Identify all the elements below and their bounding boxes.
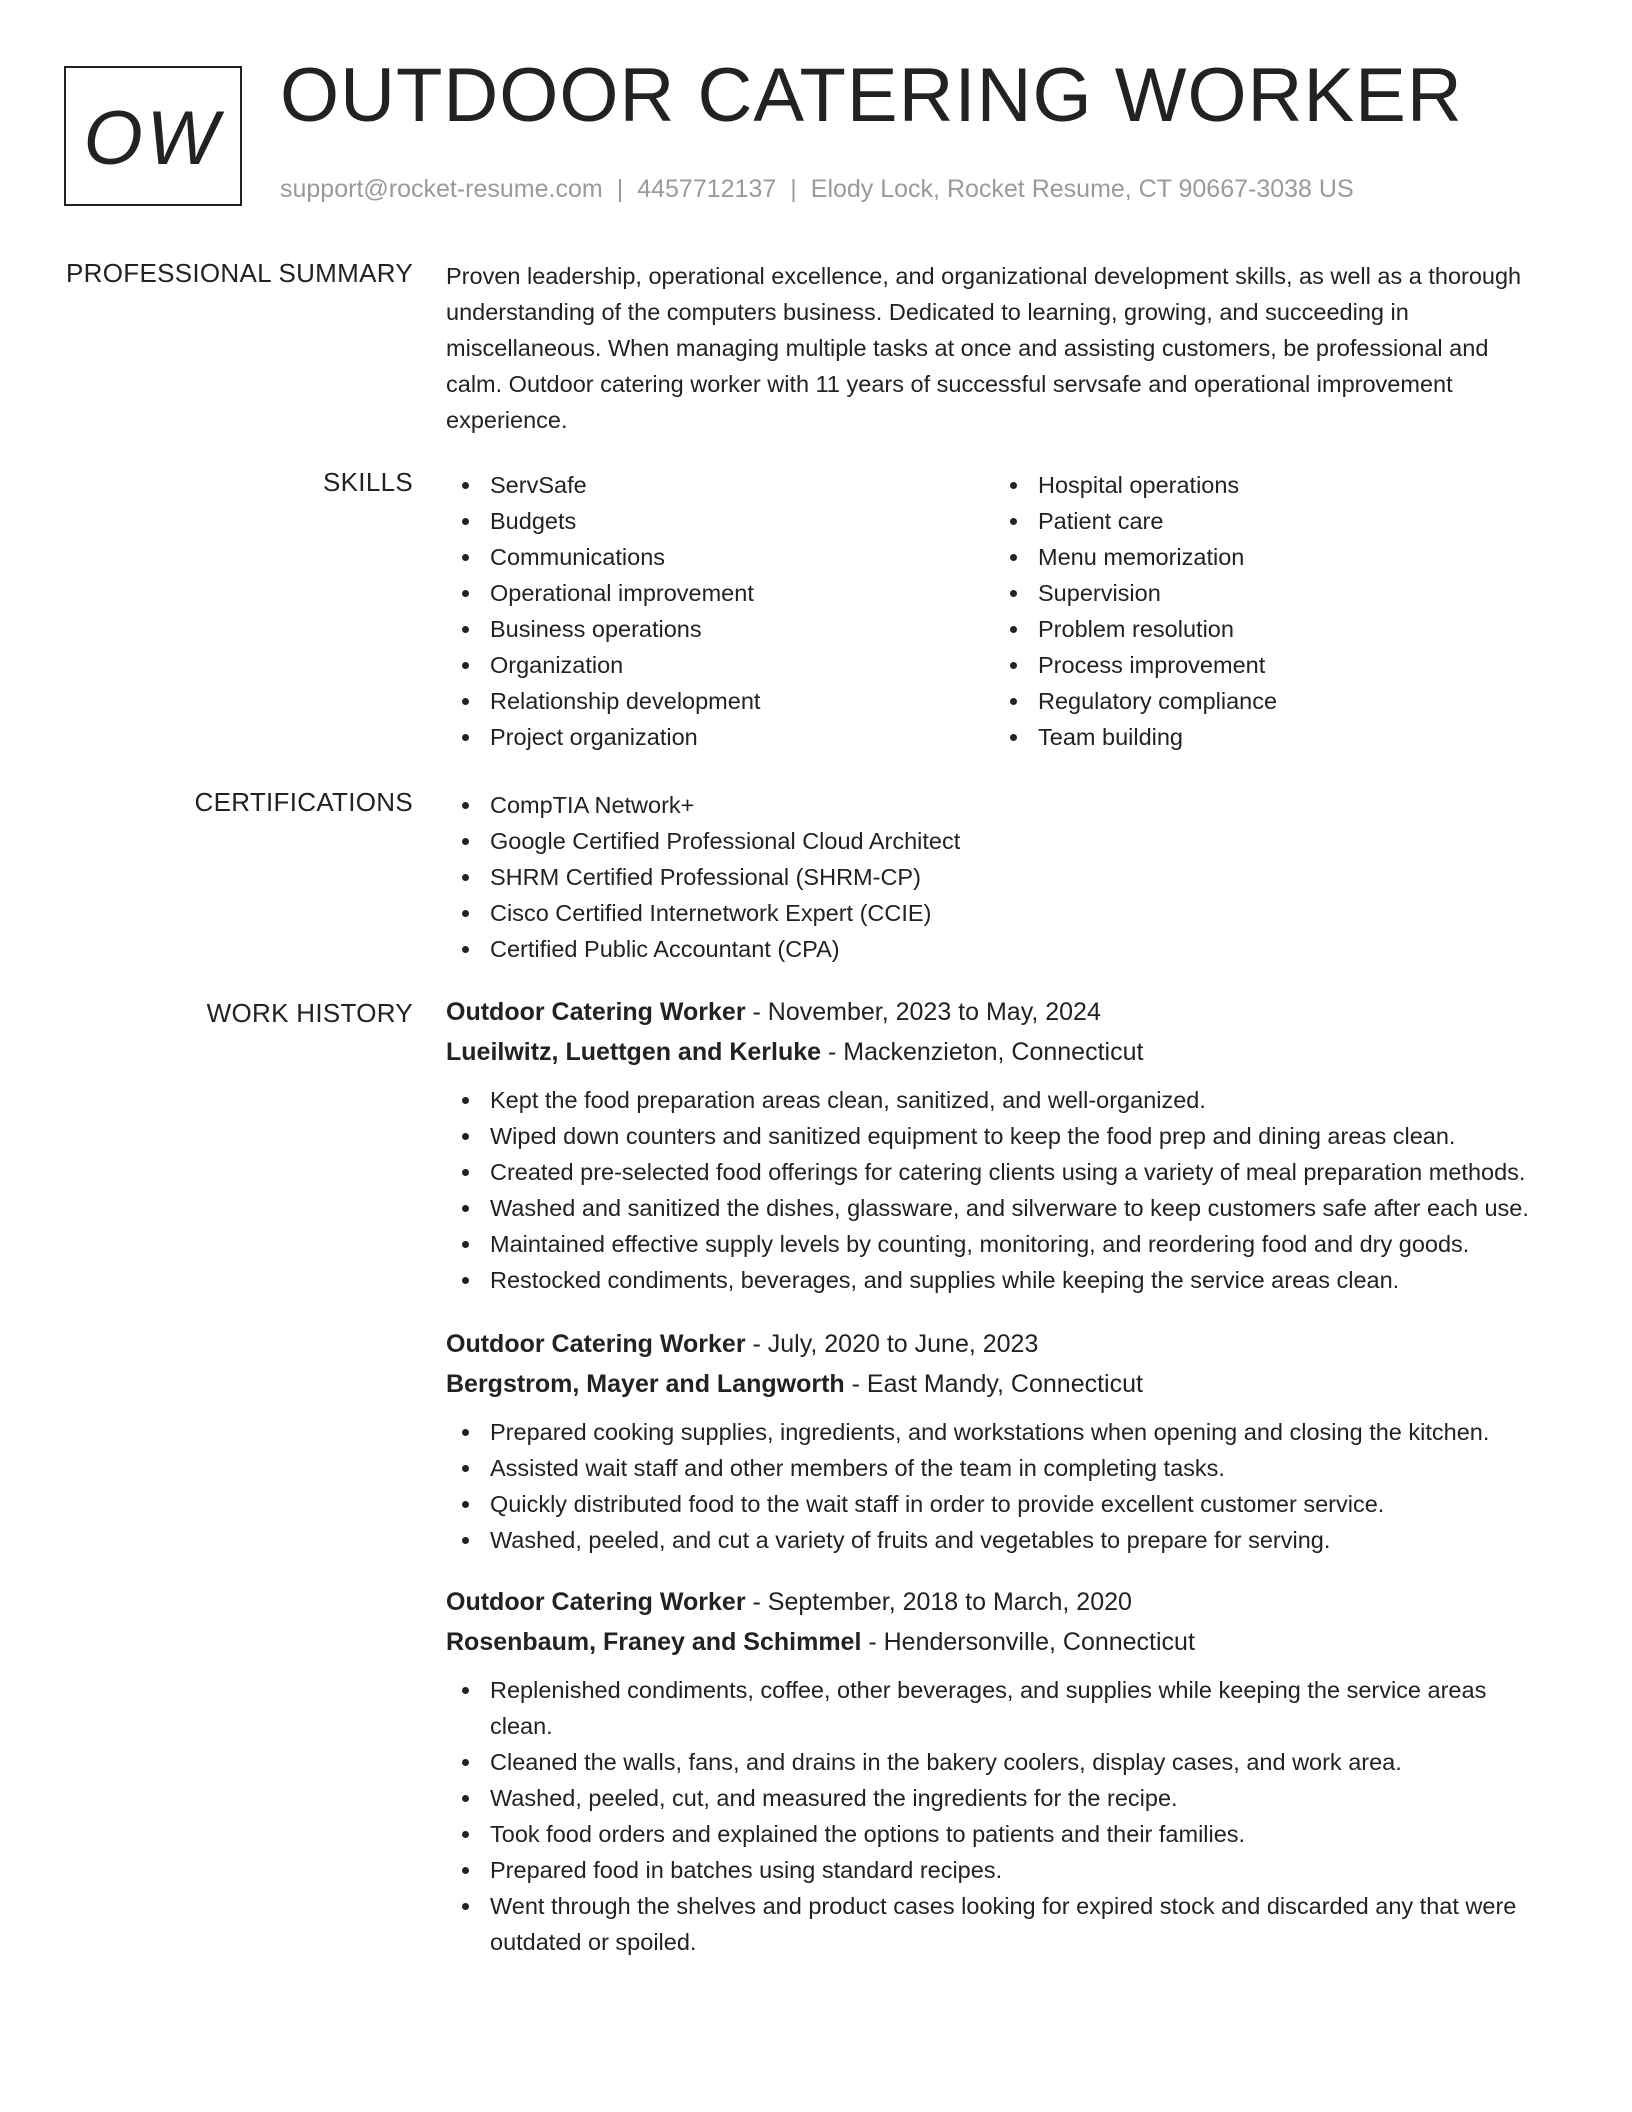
certification-item: Cisco Certified Internetwork Expert (CCIE) [446,895,1546,931]
job-bullet: Cleaned the walls, fans, and drains in the bakery coolers, display cases, and work area. [446,1744,1546,1780]
certification-item: CompTIA Network+ [446,787,1546,823]
skill-item: ServSafe [446,467,994,503]
job-title-line [446,1324,1546,1364]
skill-item: Business operations [446,611,994,647]
skill-item: Relationship development [446,683,994,719]
skill-item: Hospital operations [994,467,1542,503]
contact-separator: | [790,175,797,203]
contact-phone: 4457712137 [637,175,777,203]
job-company: Rosenbaum, Franey and Schimmel [446,1628,862,1656]
skill-item: Process improvement [994,647,1542,683]
contact-address: Elody Lock, Rocket Resume, CT 90667-3038 US [810,175,1354,203]
monogram-text: OW [83,95,223,181]
job-bullet: Wiped down counters and sanitized equipment to keep the food prep and dining areas clean. [446,1118,1546,1154]
certification-item: Google Certified Professional Cloud Architect [446,823,1546,859]
skills-body [446,467,1546,755]
certifications-list [446,787,1546,967]
job-location: - Hendersonville, Connecticut [861,1628,1195,1656]
job-location: - East Mandy, Connecticut [844,1370,1143,1398]
certification-item: Certified Public Accountant (CPA) [446,931,1546,967]
job-bullet: Washed, peeled, cut, and measured the ingredients for the recipe. [446,1780,1546,1816]
job-bullet: Went through the shelves and product cases looking for expired stock and discarded any that were outdated or spoiled. [446,1888,1546,1960]
certifications-label: CERTIFICATIONS [194,787,413,817]
job-bullet: Replenished condiments, coffee, other beverages, and supplies while keeping the service areas clean. [446,1672,1546,1744]
skill-item: Communications [446,539,994,575]
job-dates: - September, 2018 to March, 2020 [745,1588,1132,1616]
job-bullet: Restocked condiments, beverages, and supplies while keeping the service areas clean. [446,1262,1546,1298]
job-title: Outdoor Catering Worker [446,1330,746,1358]
work-history-label: WORK HISTORY [206,998,413,1028]
skills-list-left [446,467,994,755]
skill-item: Project organization [446,719,994,755]
job-bullet: Washed and sanitized the dishes, glassware, and silverware to keep customers safe after each use. [446,1190,1546,1226]
skills-label: SKILLS [323,467,413,497]
skill-item: Supervision [994,575,1542,611]
skill-item: Operational improvement [446,575,994,611]
job-bullet: Assisted wait staff and other members of the team in completing tasks. [446,1450,1546,1486]
skills-list-right [994,467,1542,755]
job-company-line [446,1032,1546,1072]
summary-label: PROFESSIONAL SUMMARY [66,258,413,288]
work-history-body [446,992,1546,1960]
job-company: Bergstrom, Mayer and Langworth [446,1370,845,1398]
job-bullet: Took food orders and explained the options to patients and their families. [446,1816,1546,1852]
skill-item: Team building [994,719,1542,755]
job-company: Lueilwitz, Luettgen and Kerluke [446,1038,822,1066]
job-title-line [446,1582,1546,1622]
job-title: Outdoor Catering Worker [446,998,746,1026]
contact-line [280,175,1354,204]
job-dates: - July, 2020 to June, 2023 [745,1330,1039,1358]
job-title: Outdoor Catering Worker [446,1588,746,1616]
job-bullet-list [446,1672,1546,1960]
summary-body [446,258,1546,438]
job-dates: - November, 2023 to May, 2024 [745,998,1101,1026]
certification-item: SHRM Certified Professional (SHRM-CP) [446,859,1546,895]
job-title-line [446,992,1546,1032]
skill-item: Budgets [446,503,994,539]
job-bullet: Prepared cooking supplies, ingredients, and workstations when opening and closing the kitchen. [446,1414,1546,1450]
job-company-line [446,1364,1546,1404]
contact-separator: | [616,175,624,203]
job-entry [446,992,1546,1298]
monogram-box [64,66,242,206]
skill-item: Organization [446,647,994,683]
job-bullet: Created pre-selected food offerings for catering clients using a variety of meal preparation methods. [446,1154,1546,1190]
skill-item: Problem resolution [994,611,1542,647]
job-entry [446,1324,1546,1558]
job-bullet: Quickly distributed food to the wait staff in order to provide excellent customer service. [446,1486,1546,1522]
skill-item: Patient care [994,503,1542,539]
job-bullet: Prepared food in batches using standard recipes. [446,1852,1546,1888]
job-bullet-list [446,1414,1546,1558]
contact-email: support@rocket-resume.com [280,175,603,203]
resume-name: OUTDOOR CATERING WORKER [280,53,1463,138]
job-bullet-list [446,1082,1546,1298]
skill-item: Regulatory compliance [994,683,1542,719]
job-bullet: Maintained effective supply levels by counting, monitoring, and reordering food and dry goods. [446,1226,1546,1262]
skill-item: Menu memorization [994,539,1542,575]
certifications-body [446,787,1546,967]
job-location: - Mackenzieton, Connecticut [821,1038,1144,1066]
job-bullet: Kept the food preparation areas clean, sanitized, and well-organized. [446,1082,1546,1118]
job-company-line [446,1622,1546,1662]
job-entry [446,1582,1546,1960]
summary-text: Proven leadership, operational excellence, and organizational development skills, as well as a thorough understanding of the computers business. Dedicated to learning, growing, and succeeding in miscellaneous. When managing multiple tasks at once and assisting customers, be professional and calm. Outdoor catering worker with 11 years of successful servsafe and operational improvement experience. [446,263,1522,433]
job-bullet: Washed, peeled, and cut a variety of fruits and vegetables to prepare for serving. [446,1522,1546,1558]
